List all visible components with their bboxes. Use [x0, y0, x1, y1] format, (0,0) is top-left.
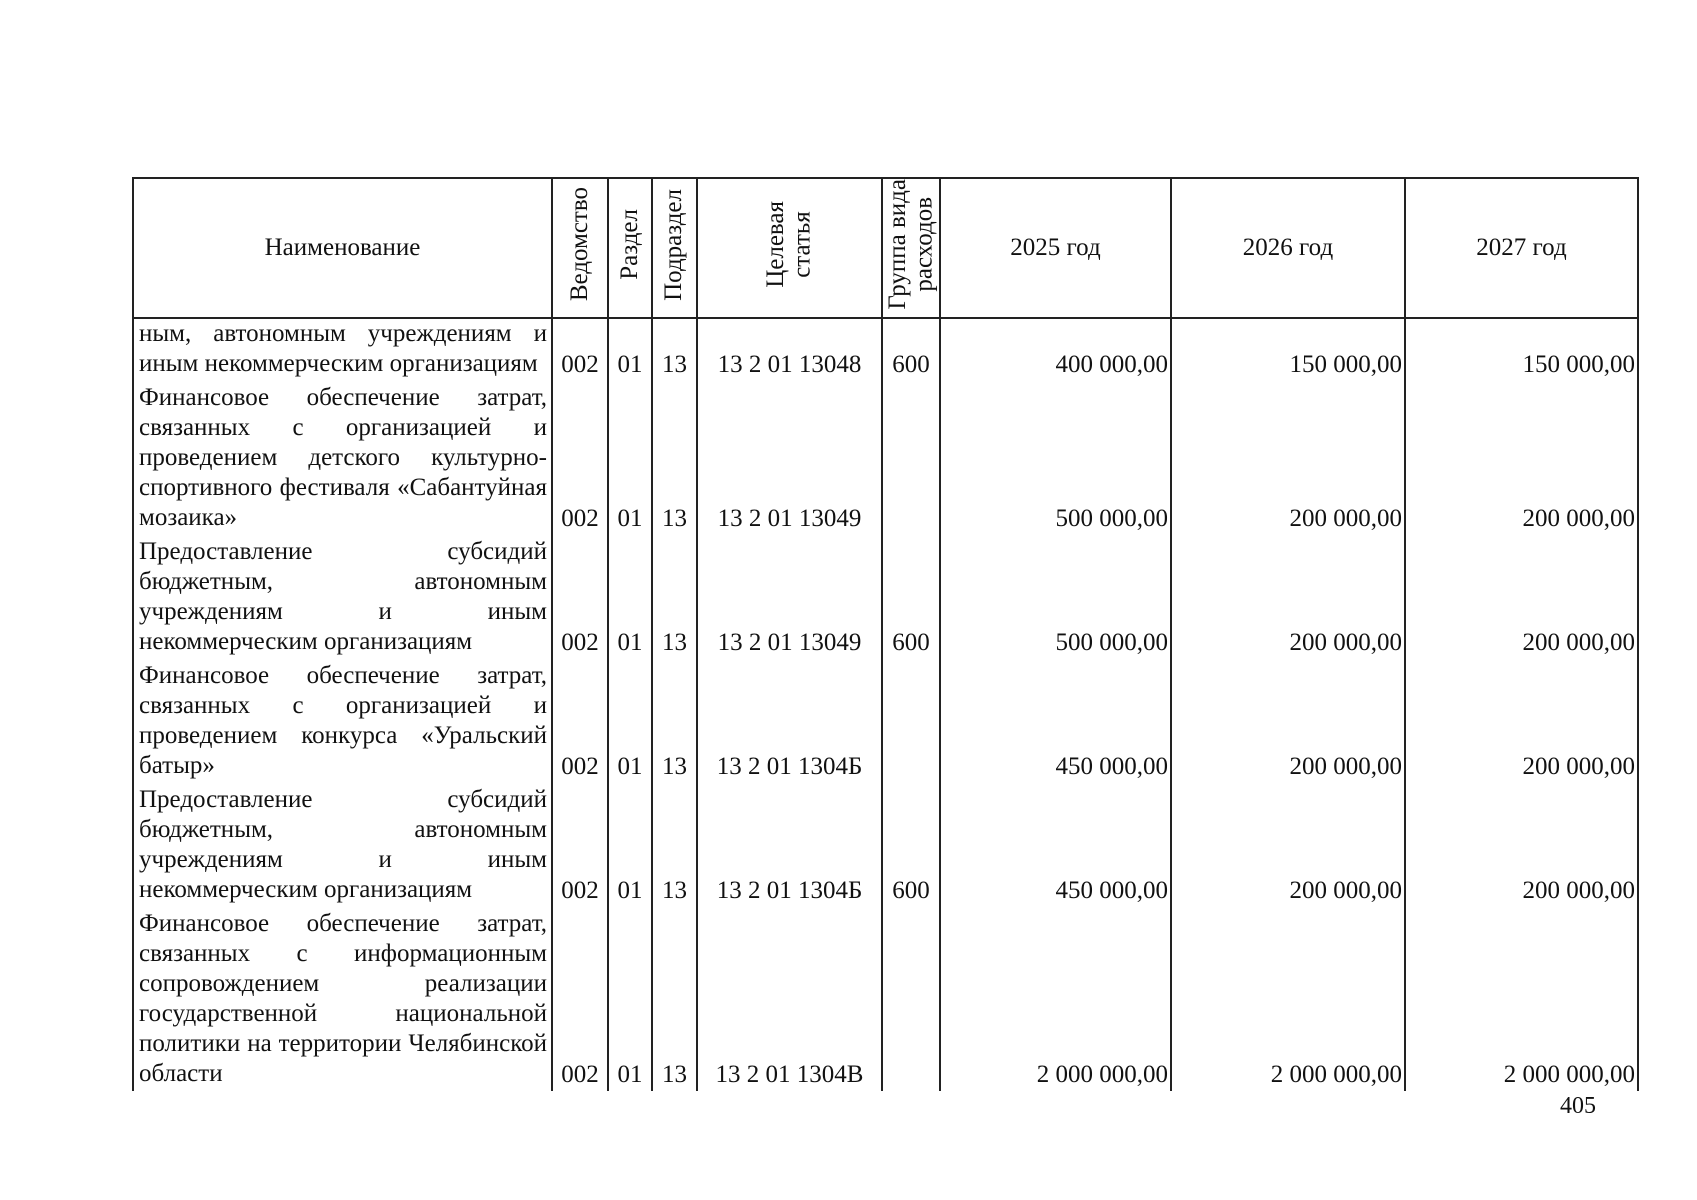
row-vedomstvo: 002	[552, 383, 608, 537]
table-row	[133, 318, 1638, 383]
row-vedomstvo: 002	[552, 785, 608, 909]
row-celevaya: 13 2 01 13049	[697, 383, 882, 537]
row-amount-2027: 150 000,00	[1405, 318, 1638, 383]
table-row	[133, 661, 1638, 785]
row-amount-2026: 200 000,00	[1171, 785, 1405, 909]
header-gruppa-line1: Группа вида	[883, 179, 911, 310]
row-amount-2025: 2 000 000,00	[940, 909, 1171, 1091]
row-podrazdel: 13	[652, 909, 697, 1091]
table-header	[133, 178, 1638, 318]
row-amount-2026: 200 000,00	[1171, 537, 1405, 661]
row-amount-2027: 200 000,00	[1405, 383, 1638, 537]
row-gruppa	[882, 383, 940, 537]
row-podrazdel: 13	[652, 537, 697, 661]
row-amount-2025: 450 000,00	[940, 661, 1171, 785]
header-celevaya-line2: статья	[788, 211, 816, 278]
row-razdel: 01	[608, 785, 652, 909]
table-body	[133, 318, 1638, 1091]
row-amount-2025: 450 000,00	[940, 785, 1171, 909]
budget-table	[132, 177, 1639, 1091]
row-razdel: 01	[608, 909, 652, 1091]
header-name: Наименование	[133, 178, 552, 318]
row-vedomstvo: 002	[552, 537, 608, 661]
row-podrazdel: 13	[652, 661, 697, 785]
row-name: Финансовое обеспечение затрат, связанных с организацией и проведением конкурса «Уральский батыр»	[133, 661, 552, 785]
page-number: 405	[1560, 1093, 1596, 1119]
header-podrazdel: Подраздел	[652, 178, 697, 318]
row-amount-2025: 500 000,00	[940, 537, 1171, 661]
header-year-2025: 2025 год	[940, 178, 1171, 318]
table-row	[133, 383, 1638, 537]
row-razdel: 01	[608, 661, 652, 785]
row-podrazdel: 13	[652, 383, 697, 537]
row-celevaya: 13 2 01 13048	[697, 318, 882, 383]
row-amount-2027: 2 000 000,00	[1405, 909, 1638, 1091]
row-name: ным, автономным учреждениям и иным некоммерческим организациям	[133, 318, 552, 383]
row-celevaya: 13 2 01 13049	[697, 537, 882, 661]
header-gruppa-line2: расходов	[910, 197, 937, 292]
row-celevaya: 13 2 01 1304Б	[697, 661, 882, 785]
row-podrazdel: 13	[652, 785, 697, 909]
row-gruppa	[882, 661, 940, 785]
row-amount-2026: 2 000 000,00	[1171, 909, 1405, 1091]
row-amount-2026: 200 000,00	[1171, 383, 1405, 537]
row-amount-2025: 400 000,00	[940, 318, 1171, 383]
row-gruppa: 600	[882, 785, 940, 909]
row-razdel: 01	[608, 537, 652, 661]
header-razdel: Раздел	[608, 178, 652, 318]
row-celevaya: 13 2 01 1304Б	[697, 785, 882, 909]
row-vedomstvo: 002	[552, 661, 608, 785]
row-name: Финансовое обеспечение затрат, связанных с информационным сопровождением реализации государственной национальной политики на территории Челябинской области	[133, 909, 552, 1091]
table-row	[133, 537, 1638, 661]
row-name: Предоставление субсидий бюджетным, автономным учреждениям и иным некоммерческим организациям	[133, 785, 552, 909]
row-name: Финансовое обеспечение затрат, связанных с организацией и проведением детского культурно-спортивного фестиваля «Сабантуйная мозаика»	[133, 383, 552, 537]
row-amount-2027: 200 000,00	[1405, 661, 1638, 785]
row-amount-2025: 500 000,00	[940, 383, 1171, 537]
row-celevaya: 13 2 01 1304В	[697, 909, 882, 1091]
row-name: Предоставление субсидий бюджетным, автономным учреждениям и иным некоммерческим организациям	[133, 537, 552, 661]
table-row	[133, 785, 1638, 909]
header-celevaya-statya	[697, 178, 882, 318]
header-gruppa-vida-rashodov	[882, 178, 940, 318]
row-amount-2026: 150 000,00	[1171, 318, 1405, 383]
row-razdel: 01	[608, 318, 652, 383]
row-razdel: 01	[608, 383, 652, 537]
row-vedomstvo: 002	[552, 318, 608, 383]
header-vedomstvo: Ведомство	[552, 178, 608, 318]
header-celevaya-line1: Целевая	[762, 201, 790, 288]
row-amount-2027: 200 000,00	[1405, 537, 1638, 661]
row-gruppa: 600	[882, 537, 940, 661]
header-year-2026: 2026 год	[1171, 178, 1405, 318]
row-gruppa	[882, 909, 940, 1091]
table-row	[133, 909, 1638, 1091]
row-amount-2027: 200 000,00	[1405, 785, 1638, 909]
row-vedomstvo: 002	[552, 909, 608, 1091]
row-podrazdel: 13	[652, 318, 697, 383]
row-amount-2026: 200 000,00	[1171, 661, 1405, 785]
row-gruppa: 600	[882, 318, 940, 383]
header-year-2027: 2027 год	[1405, 178, 1638, 318]
